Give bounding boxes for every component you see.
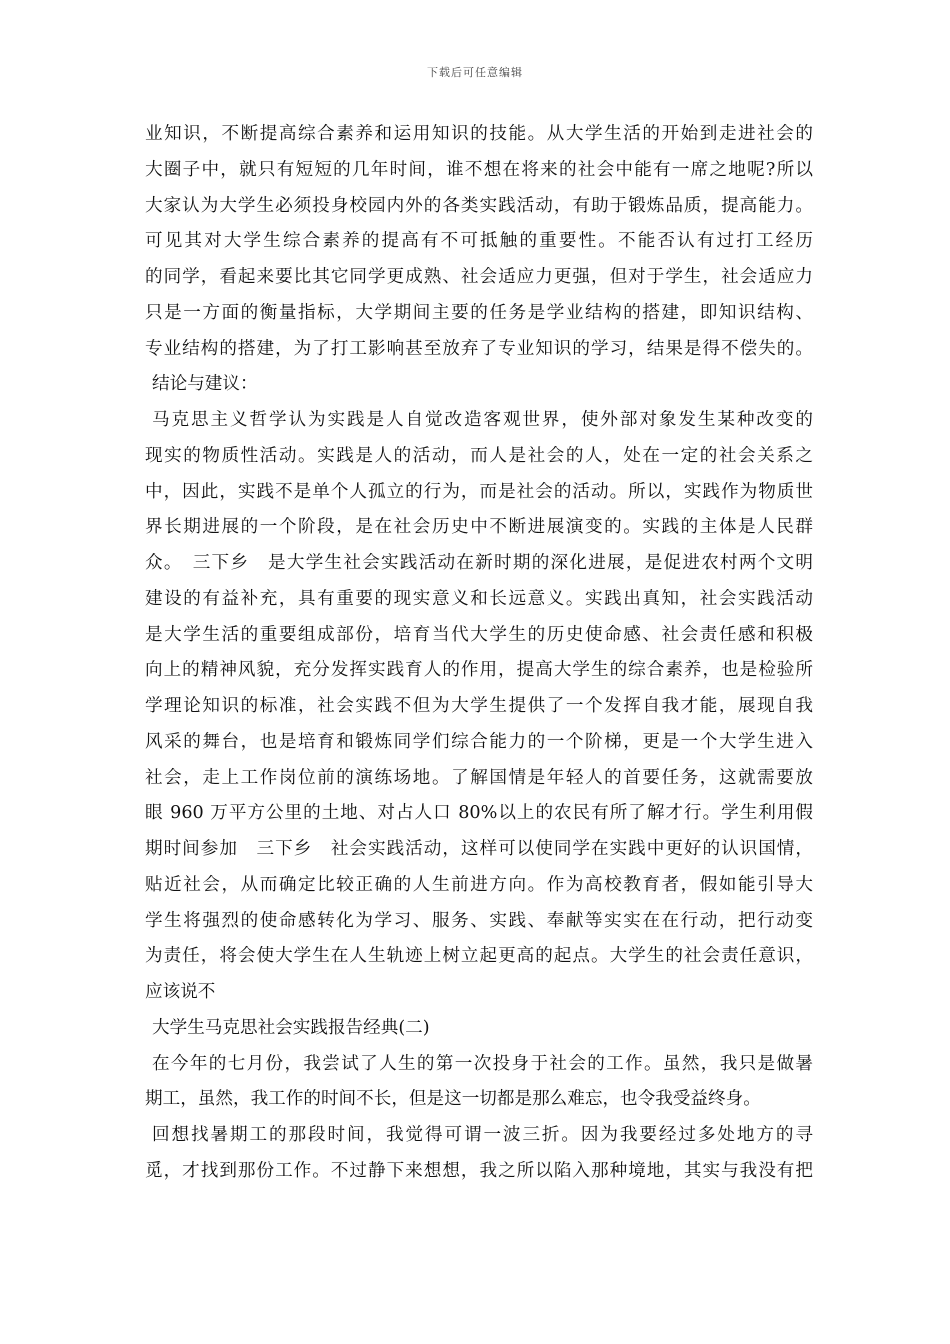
text-line: 为责任，将会使大学生在人生轨迹上树立起更高的起点。大学生的社会责任意识， — [145, 946, 813, 967]
text-line: 只是一方面的衡量指标，大学期间主要的任务是学业结构的搭建，即知识结构、 — [145, 302, 813, 323]
text-line: 在今年的七月份，我尝试了人生的第一次投身于社会的工作。虽然，我只是做暑 — [152, 1053, 813, 1074]
text-line: 应该说不 — [145, 982, 216, 1002]
text-line: 是大学生活的重要组成部份，培育当代大学生的历史使命感、社会责任感和积极 — [145, 624, 813, 645]
text-line: 期时间参加 三下乡 社会实践活动，这样可以使同学在实践中更好的认识国情， — [145, 839, 813, 859]
text-line: 专业结构的搭建，为了打工影响甚至放弃了专业知识的学习，结果是得不偿失的。 — [145, 338, 813, 359]
text-line: 业知识，不断提高综合素养和运用知识的技能。从大学生活的开始到走进社会的 — [145, 124, 813, 144]
text-line: 建设的有益补充，具有重要的现实意义和长远意义。实践出真知，社会实践活动 — [145, 588, 813, 609]
text-line: 期工，虽然，我工作的时间不长，但是这一切都是那么难忘，也令我受益终身。 — [145, 1089, 761, 1110]
text-line: 大家认为大学生必须投身校园内外的各类实践活动，有助于锻炼品质，提高能力。 — [145, 195, 813, 216]
text-line: 马克思主义哲学认为实践是人自觉改造客观世界，使外部对象发生某种改变的 — [152, 410, 813, 430]
page-header: 下载后可任意编辑 — [427, 66, 523, 79]
text-line: 结论与建议： — [152, 374, 258, 395]
text-line: 现实的物质性活动。实践是人的活动，而人是社会的人，处在一定的社会关系之 — [145, 445, 813, 466]
text-line: 学理论知识的标准，社会实践不但为大学生提供了一个发挥自我才能，展现自我 — [145, 696, 813, 716]
text-line: 大圈子中，就只有短短的几年时间，谁不想在将来的社会中能有一席之地呢?所以 — [145, 159, 813, 180]
text-line: 眼 960 万平方公里的土地、对占人口 80%以上的农民有所了解才行。学生利用假 — [145, 803, 813, 824]
text-line: 回想找暑期工的那段时间，我觉得可谓一波三折。因为我要经过多处地方的寻 — [152, 1125, 813, 1145]
text-line: 贴近社会，从而确定比较正确的人生前进方向。作为高校教育者，假如能引导大 — [145, 874, 813, 895]
text-line: 众。 三下乡 是大学生社会实践活动在新时期的深化进展，是促进农村两个文明 — [145, 553, 813, 573]
text-line: 向上的精神风貌，充分发挥实践育人的作用，提高大学生的综合素养，也是检验所 — [145, 660, 813, 681]
text-line: 觅，才找到那份工作。不过静下来想想，我之所以陷入那种境地，其实与我没有把 — [145, 1160, 813, 1181]
text-line: 可见其对大学生综合素养的提高有不可抵触的重要性。不能否认有过打工经历 — [145, 231, 813, 252]
text-line: 社会，走上工作岗位前的演练场地。了解国情是年轻人的首要任务，这就需要放 — [145, 767, 813, 788]
text-line: 风采的舞台，也是培育和锻炼同学们综合能力的一个阶梯，更是一个大学生进入 — [145, 731, 813, 752]
text-line: 中，因此，实践不是单个人孤立的行为，而是社会的活动。所以，实践作为物质世 — [145, 481, 813, 502]
text-line: 大学生马克思社会实践报告经典(二) — [152, 1017, 430, 1038]
text-line: 的同学，看起来要比其它同学更成熟、社会适应力更强，但对于学生，社会适应力 — [145, 267, 813, 287]
text-line: 学生将强烈的使命感转化为学习、服务、实践、奉献等实实在在行动，把行动变 — [145, 910, 813, 931]
text-line: 界长期进展的一个阶段，是在社会历史中不断进展演变的。实践的主体是人民群 — [145, 517, 813, 538]
document-body — [145, 117, 813, 1190]
